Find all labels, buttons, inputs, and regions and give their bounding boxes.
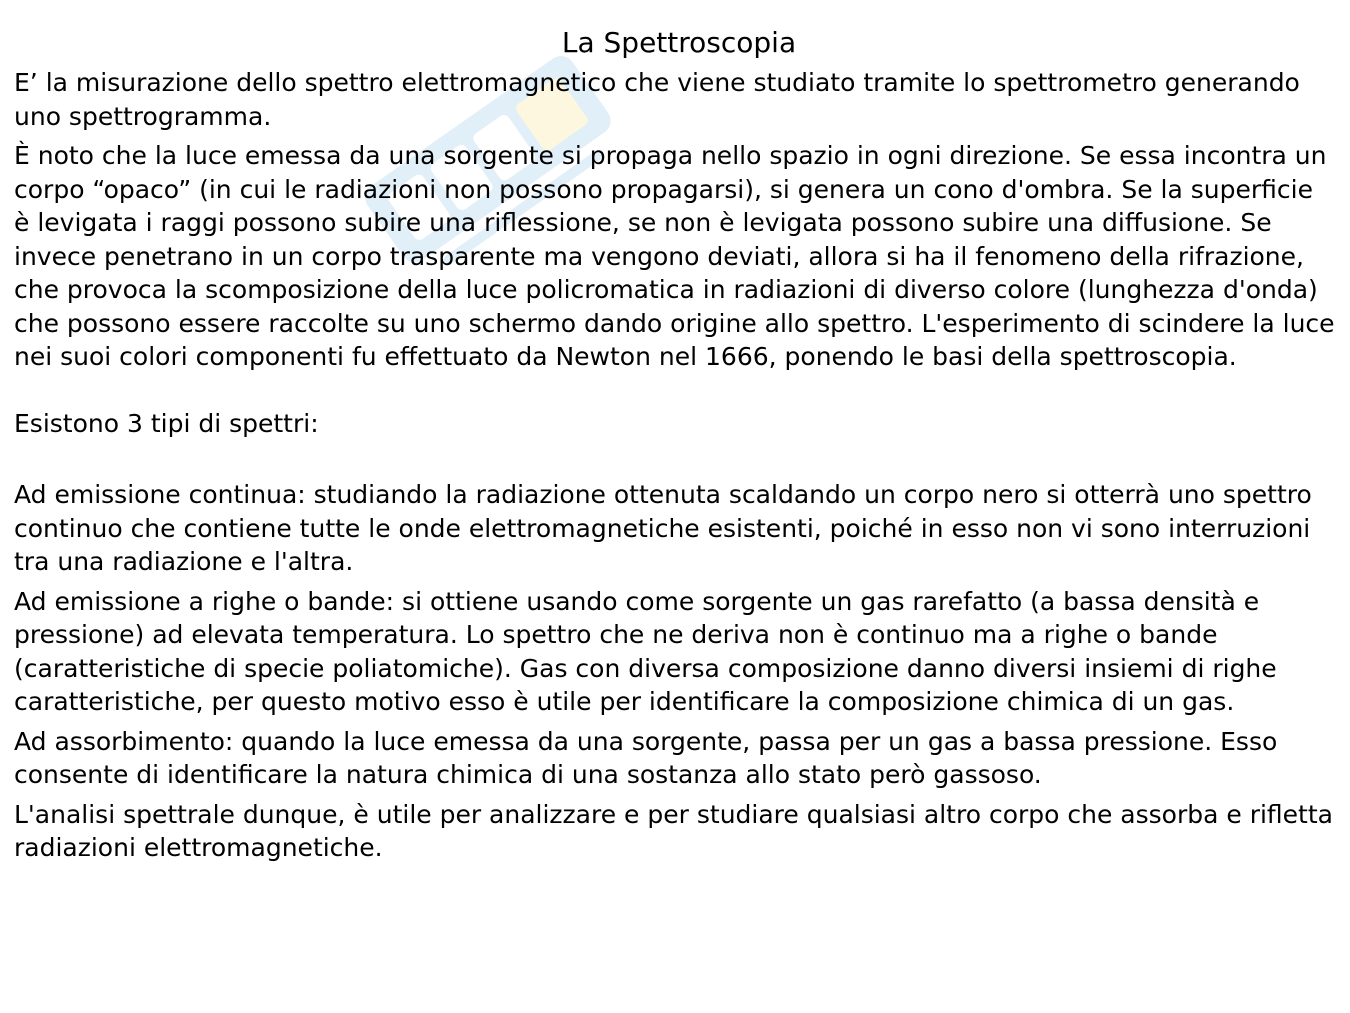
paragraph-absorption: Ad assorbimento: quando la luce emessa da una sorgente, passa per un gas a bassa pressione. Esso consente di identificare la natura chimica di una sostanza allo stato però gassoso. (14, 726, 1278, 789)
paragraph-spectrum-types-intro: Esistono 3 tipi di spettri: (14, 408, 319, 438)
paragraph-conclusion: L'analisi spettrale dunque, è utile per analizzare e per studiare qualsiasi altro corpo che assorba e rifletta radiazioni elettromagnetiche. (14, 799, 1333, 862)
paragraph-definition: E’ la misurazione dello spettro elettromagnetico che viene studiato tramite lo spettrometro generando uno spettrogramma. (14, 68, 1300, 131)
paragraph-continuous-emission: Ad emissione continua: studiando la radiazione ottenuta scaldando un corpo nero si otterrà uno spettro continuo che contiene tutte le onde elettromagnetiche esistenti, poiché in esso non vi sono interruzioni tra una radiazione e l'altra. (14, 480, 1312, 576)
paragraph-light-propagation: È noto che la luce emessa da una sorgente si propaga nello spazio in ogni direzione. Se essa incontra un corpo “opaco” (in cui le radiazioni non possono propagarsi), si genera un cono d'ombra. Se la superficie è levigata i raggi possono subire una riflessione, se non è levigata possono subire una diffusione. Se invece penetrano in un corpo trasparente ma vengono deviati, allora si ha il fenomeno della rifrazione, che provoca la scomposizione della luce policromatica in radiazioni di diverso colore (lunghezza d'onda) che possono essere raccolte su uno schermo dando origine allo spettro. L'esperimento di scindere la luce nei suoi colori componenti fu effettuato da Newton nel 1666, ponendo le basi della spettroscopia. (14, 141, 1335, 371)
document-page (14, 26, 1336, 871)
paragraph-line-emission: Ad emissione a righe o bande: si ottiene usando come sorgente un gas rarefatto (a bassa densità e pressione) ad elevata temperatura. Lo spettro che ne deriva non è continuo ma a righe o bande (caratteristiche di specie poliatomiche). Gas con diversa composizione danno diversi insiemi di righe caratteristiche, per questo motivo esso è utile per identificare la composizione chimica di un gas. (14, 586, 1277, 716)
page-title: La Spettroscopia (561, 26, 797, 59)
